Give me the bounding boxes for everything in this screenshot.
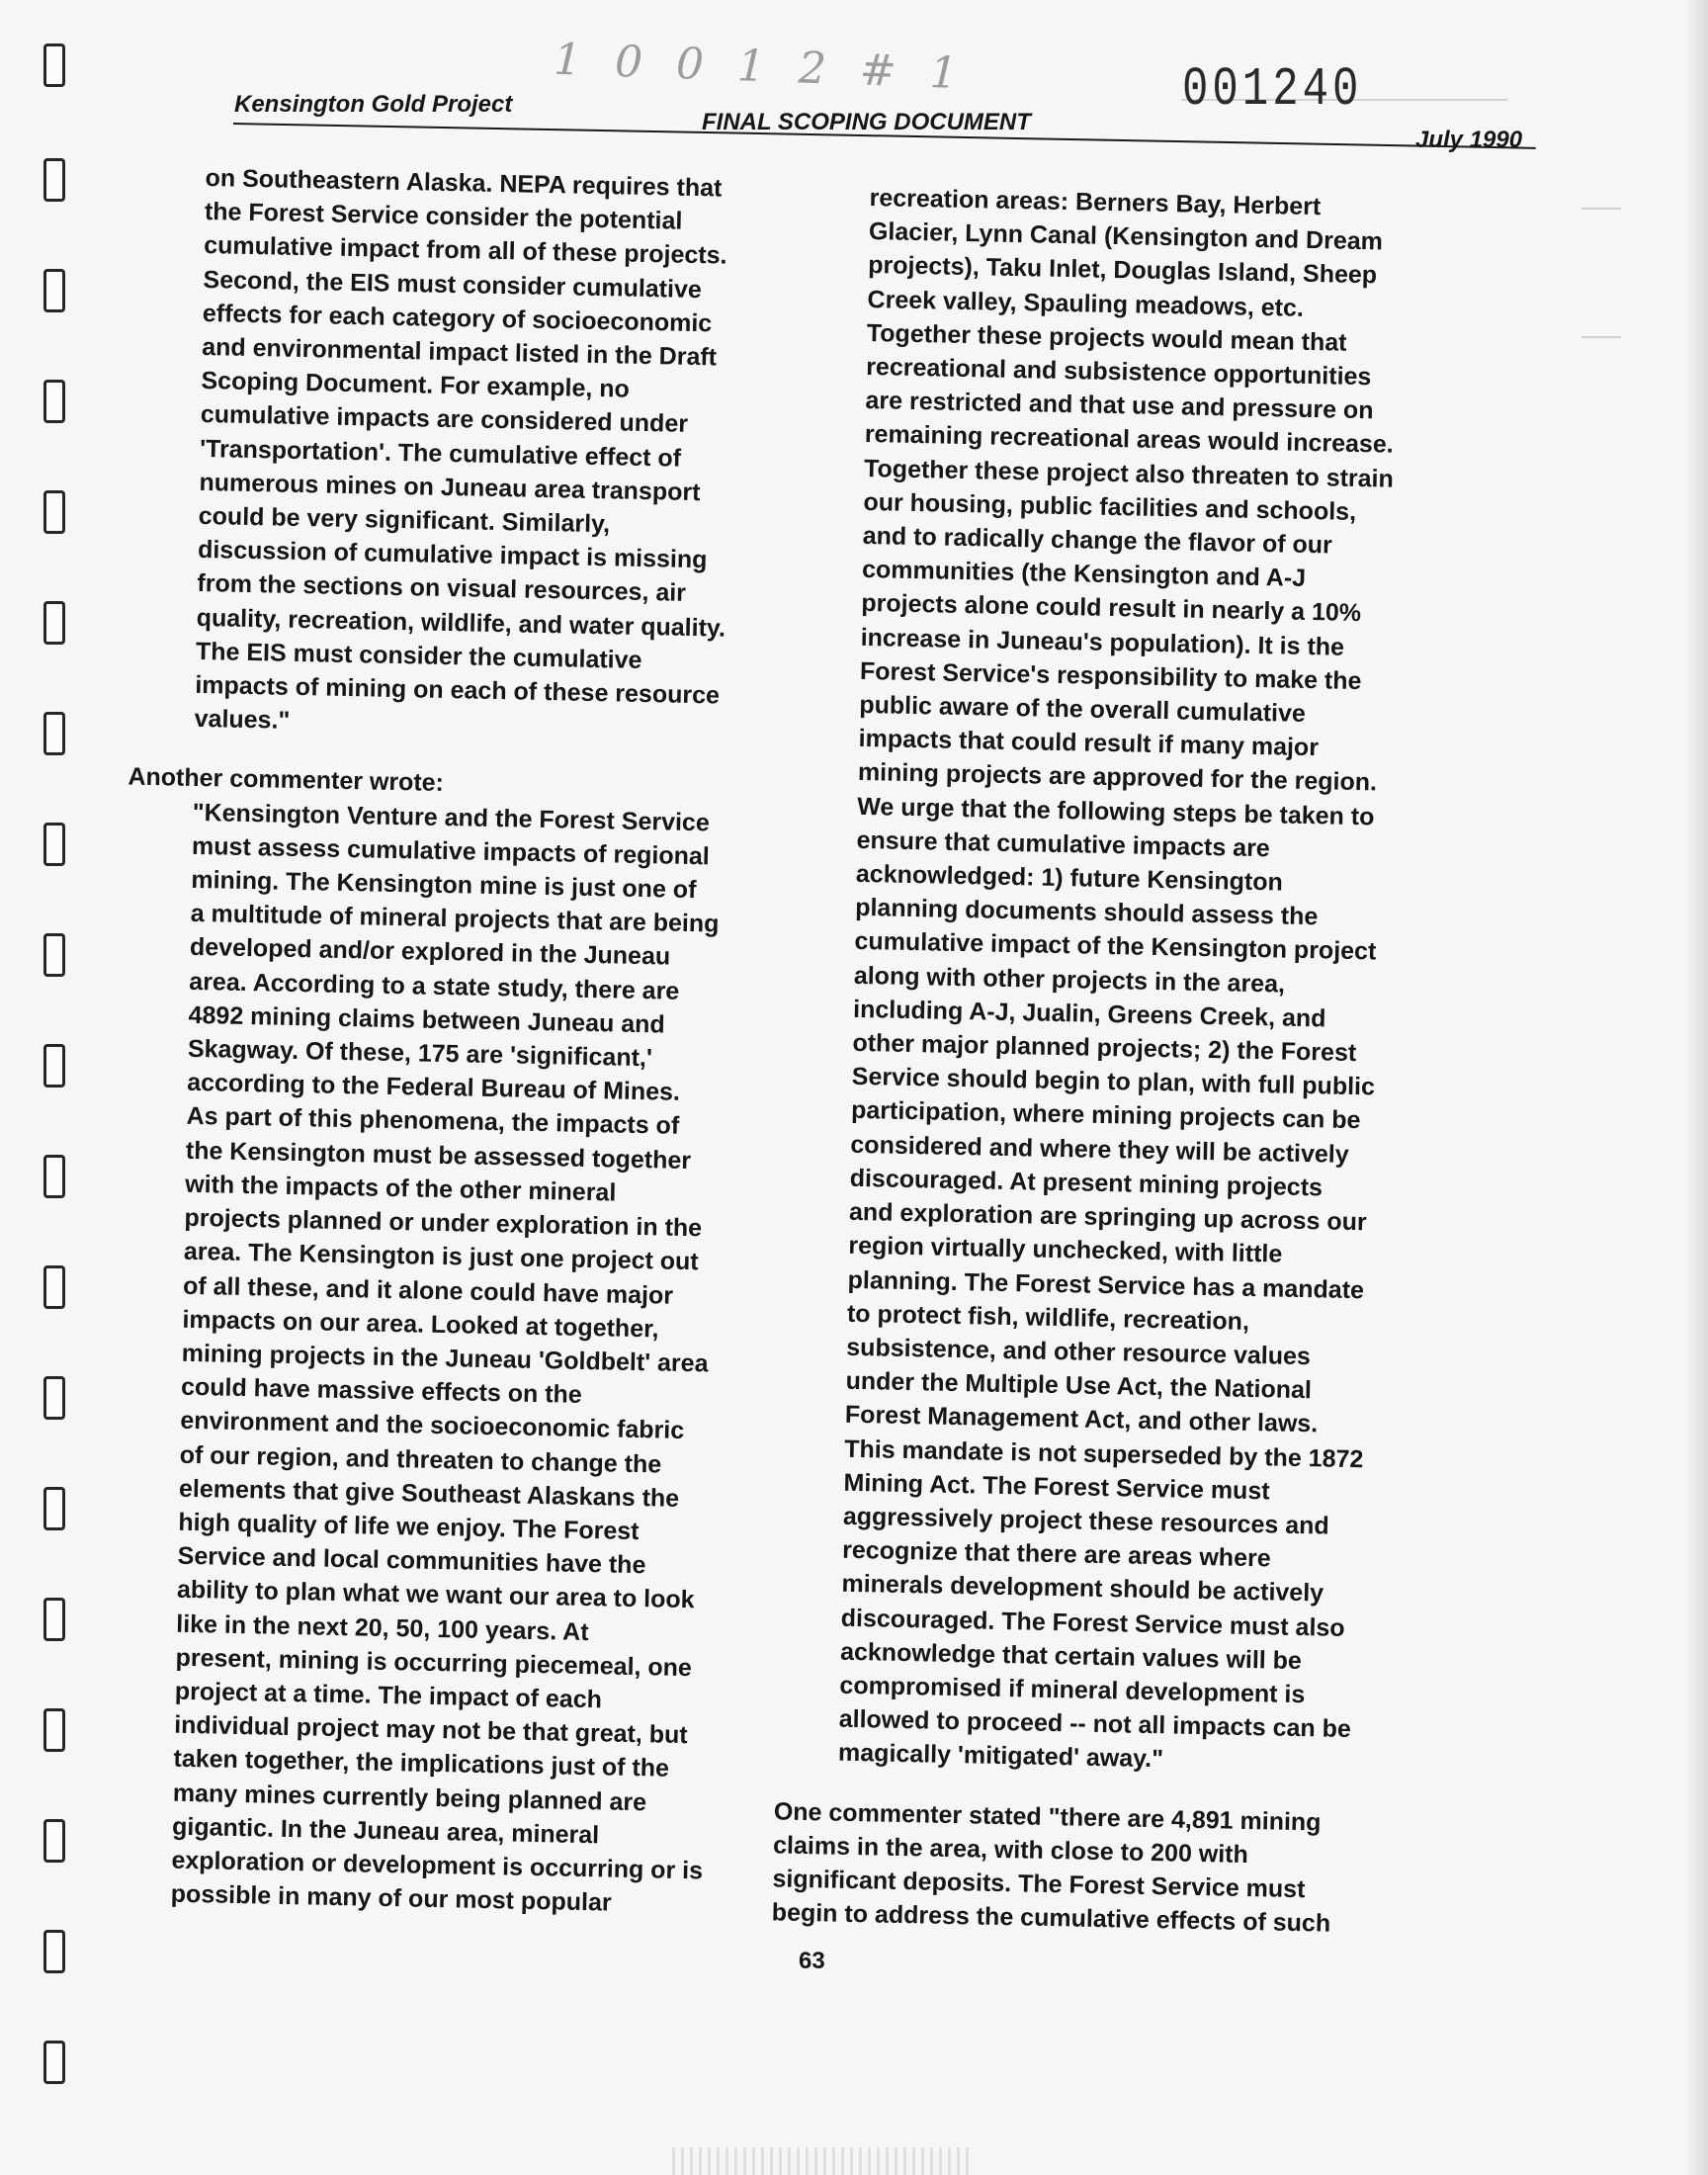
text-line: planning. The Forest Service has a mandate	[847, 1265, 1365, 1304]
text-line: communities (the Kensington and A-J	[861, 556, 1307, 593]
text-line: the Kensington must be assessed together	[185, 1136, 692, 1174]
punch-hole	[43, 1155, 65, 1198]
text-line: claims in the area, with close to 200 with	[772, 1831, 1249, 1869]
bleed-through-mark	[1581, 208, 1621, 223]
text-line: discouraged. The Forest Service must also	[840, 1604, 1345, 1642]
bleed-through-mark	[1581, 336, 1621, 352]
punch-hole	[43, 823, 65, 866]
text-line: projects), Taku Inlet, Douglas Island, Sheep	[868, 251, 1378, 290]
text-line: significant deposits. The Forest Service must	[772, 1865, 1306, 1904]
text-line: The EIS must consider the cumulative	[195, 637, 642, 674]
text-line: along with other projects in the area,	[853, 961, 1286, 999]
punch-hole	[43, 1044, 65, 1088]
text-line: under the Multiple Use Act, the National	[845, 1366, 1313, 1405]
right-paragraph-commenter	[771, 1794, 1509, 1945]
text-line: from the sections on visual resources, air	[197, 569, 687, 608]
text-line: values."	[194, 705, 291, 736]
punch-hole	[43, 1819, 65, 1863]
text-line: on Southeastern Alaska. NEPA requires that	[205, 163, 723, 203]
text-line: considered and where they will be actively	[850, 1130, 1349, 1169]
text-line: impacts on our area. Looked at together,	[182, 1305, 659, 1344]
text-line: and exploration are springing up across our	[848, 1197, 1367, 1237]
text-line: participation, where mining projects can be	[850, 1096, 1361, 1135]
text-line: impacts that could result if many major	[858, 725, 1320, 762]
text-line: area. The Kensington is just one project out	[183, 1238, 699, 1276]
text-line: according to the Federal Bureau of Mines.	[187, 1069, 681, 1107]
text-line: As part of this phenomena, the impacts of	[186, 1102, 680, 1141]
text-line: remaining recreational areas would increase.	[864, 420, 1394, 460]
text-line: We urge that the following steps be taken to	[857, 792, 1375, 831]
text-line: Service should begin to plan, with full public	[851, 1063, 1376, 1101]
text-line: recreation areas: Berners Bay, Herbert	[869, 183, 1322, 221]
document-stamp-number: 001240	[1182, 58, 1363, 122]
right-paragraph-quote	[838, 181, 1542, 1784]
text-line: exploration or development is occurring or is	[171, 1846, 704, 1885]
text-line: taken together, the implications just of the	[173, 1745, 670, 1784]
text-line: of all these, and it alone could have major	[182, 1271, 674, 1310]
text-line: projects planned or under exploration in the	[184, 1203, 703, 1243]
text-line: aggressively project these resources and	[842, 1502, 1329, 1540]
punch-hole	[43, 44, 65, 87]
text-line: Creek valley, Spauling meadows, etc.	[867, 285, 1305, 322]
left-paragraph-quote-2	[170, 796, 825, 1924]
text-line: This mandate is not superseded by the 1872	[843, 1435, 1364, 1473]
text-line: quality, recreation, wildlife, and water quality.	[196, 603, 726, 643]
text-line: compromised if mineral development is	[839, 1671, 1306, 1709]
text-line: Skagway. Of these, 175 are 'significant,'	[187, 1034, 653, 1073]
header-date: July 1990	[1415, 127, 1523, 153]
text-line: Service and local communities have the	[177, 1541, 646, 1580]
text-line: like in the next 20, 50, 100 years. At	[176, 1610, 589, 1646]
text-line: acknowledged: 1) future Kensington	[855, 859, 1284, 897]
punch-hole	[43, 490, 65, 534]
text-line: recreational and subsistence opportunities	[865, 352, 1372, 392]
text-line: 4892 mining claims between Juneau and	[188, 1000, 665, 1039]
text-line: public aware of the overall cumulative	[859, 690, 1307, 728]
text-line: area. According to a state study, there are	[189, 967, 680, 1005]
page-edge-shadow	[1688, 0, 1708, 2175]
header-project-title: Kensington Gold Project	[234, 91, 513, 118]
text-line: Mining Act. The Forest Service must	[843, 1468, 1270, 1506]
text-line: gigantic. In the Juneau area, mineral	[171, 1812, 600, 1850]
text-line: of our region, and threaten to change the	[179, 1440, 662, 1479]
text-line: begin to address the cumulative effects of such	[771, 1898, 1331, 1938]
right-column	[771, 181, 1541, 1945]
text-line: Together these project also threaten to strain	[863, 454, 1395, 493]
text-line: present, mining is occurring piecemeal, one	[175, 1643, 693, 1682]
text-line: Second, the EIS must consider cumulative	[203, 265, 703, 304]
text-line: "Kensington Venture and the Forest Service	[192, 798, 711, 837]
text-line: minerals development should be actively	[841, 1570, 1324, 1608]
text-line: our housing, public facilities and schools,	[863, 487, 1357, 526]
text-line: Glacier, Lynn Canal (Kensington and Dream	[868, 218, 1384, 256]
text-line: elements that give Southeast Alaskans the	[178, 1474, 680, 1513]
text-line: and environmental impact listed in the Draft	[201, 332, 718, 372]
text-line: cumulative impact of the Kensington project	[854, 927, 1377, 966]
punch-hole	[43, 1265, 65, 1309]
text-line: project at a time. The impact of each	[174, 1677, 603, 1714]
text-line: Scoping Document. For example, no	[201, 367, 631, 403]
punch-hole	[43, 601, 65, 645]
text-line: acknowledge that certain values will be	[839, 1637, 1303, 1675]
punch-hole	[43, 1598, 65, 1641]
punch-hole	[43, 933, 65, 977]
punch-hole	[43, 712, 65, 755]
left-paragraph-quote	[194, 161, 838, 748]
text-line: projects alone could result in nearly a 10%	[861, 589, 1362, 628]
text-line: possible in many of our most popular	[170, 1879, 612, 1917]
punch-hole	[43, 380, 65, 423]
text-line: recognize that there are areas where	[841, 1535, 1271, 1573]
punch-hole	[43, 269, 65, 312]
punch-hole	[43, 1930, 65, 1973]
text-line: magically 'mitigated' away."	[837, 1739, 1164, 1774]
commenter-lead-in: Another commenter wrote:	[128, 763, 445, 798]
text-line: mining projects are approved for the region.	[857, 758, 1378, 797]
text-line: discussion of cumulative impact is missing	[197, 536, 708, 574]
punch-hole	[43, 1376, 65, 1420]
text-line: 'Transportation'. The cumulative effect of	[199, 434, 682, 473]
text-line: ability to plan what we want our area to look	[176, 1576, 695, 1614]
text-line: subsistence, and other resource values	[846, 1333, 1312, 1371]
punch-hole	[43, 158, 65, 202]
text-line: discouraged. At present mining projects	[849, 1164, 1324, 1202]
text-line: high quality of life we enjoy. The Forest	[178, 1508, 640, 1545]
punch-hole	[43, 1708, 65, 1752]
text-line: ensure that cumulative impacts are	[856, 826, 1271, 863]
text-line: numerous mines on Juneau area transport	[199, 468, 701, 506]
text-line: developed and/or explored in the Juneau	[189, 933, 671, 972]
text-line: must assess cumulative impacts of regional	[191, 831, 711, 871]
text-line: Forest Service's responsibility to make the	[859, 656, 1362, 695]
text-line: other major planned projects; 2) the Forest	[852, 1028, 1357, 1068]
text-line: mining. The Kensington mine is just one of	[191, 865, 697, 905]
text-line: Forest Management Act, and other laws.	[844, 1401, 1319, 1438]
page-number: 63	[799, 1948, 825, 1974]
text-line: region virtually unchecked, with little	[848, 1232, 1283, 1268]
text-line: impacts of mining on each of these resource	[195, 670, 721, 710]
punch-hole	[43, 1487, 65, 1530]
text-line: to protect fish, wildlife, recreation,	[846, 1299, 1250, 1336]
text-line: increase in Juneau's population). It is the	[860, 623, 1345, 661]
text-line: cumulative impacts are considered under	[200, 400, 689, 439]
text-line: planning documents should assess the	[854, 894, 1319, 931]
text-line: including A-J, Jualin, Greens Creek, and	[852, 995, 1326, 1033]
text-line: effects for each category of socioeconomic	[202, 299, 713, 338]
punch-hole	[43, 2041, 65, 2084]
text-line: mining projects in the Juneau 'Goldbelt' area	[181, 1339, 709, 1378]
text-line: are restricted and that use and pressure on	[865, 387, 1374, 425]
text-line: One commenter stated "there are 4,891 mining	[773, 1796, 1322, 1837]
text-line: allowed to proceed -- not all impacts can be	[838, 1704, 1352, 1744]
text-line: a multitude of mineral projects that are being	[190, 900, 720, 938]
text-line: Together these projects would mean that	[866, 318, 1347, 357]
scan-artifact	[672, 2147, 969, 2175]
text-line: and to radically change the flavor of our	[862, 521, 1333, 560]
text-line: individual project may not be that great, but	[173, 1710, 688, 1750]
header-document-title: FINAL SCOPING DOCUMENT	[702, 109, 1031, 135]
left-column	[128, 161, 837, 1924]
text-line: with the impacts of the other mineral	[184, 1170, 617, 1207]
text-line: cumulative impact from all of these projects.	[204, 231, 727, 271]
text-line: environment and the socioeconomic fabric	[180, 1407, 685, 1445]
handwritten-number: 1 0 0 1 2 # 1	[553, 34, 969, 100]
text-line: the Forest Service consider the potential	[204, 198, 683, 235]
text-line: could have massive effects on the	[180, 1372, 583, 1409]
text-line: many mines currently being planned are	[172, 1779, 647, 1816]
text-line: could be very significant. Similarly,	[198, 501, 611, 539]
